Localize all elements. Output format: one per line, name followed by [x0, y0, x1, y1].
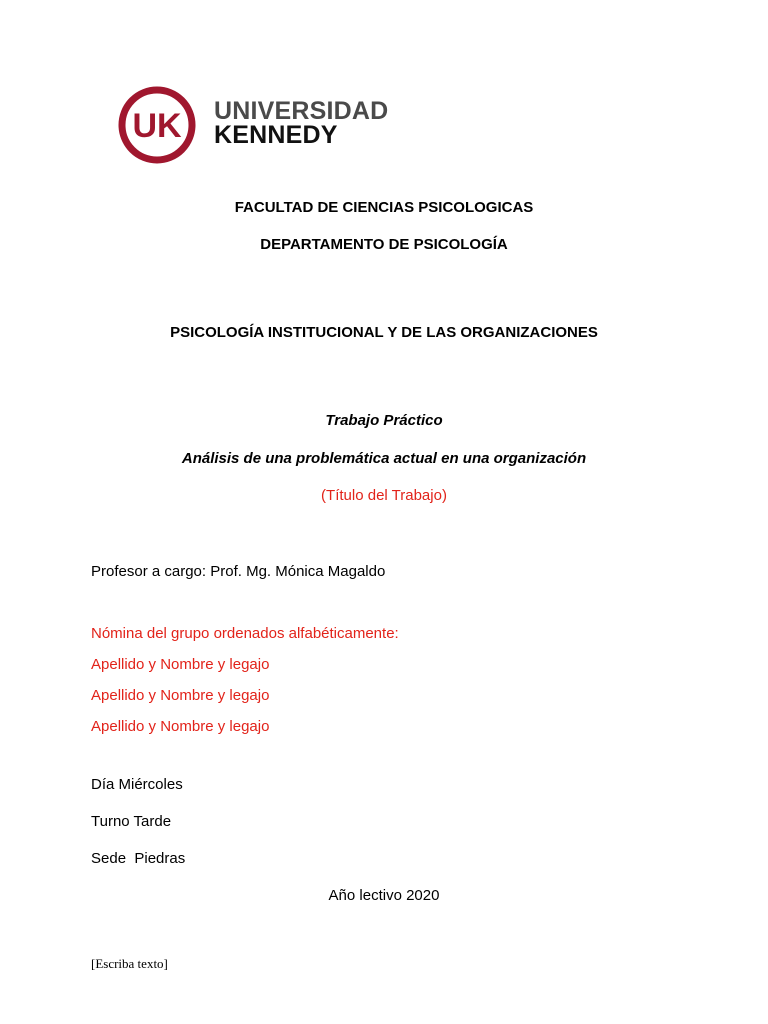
- work-topic: Análisis de una problemática actual en una organización: [181, 450, 587, 467]
- logo-text-line2: KENNEDY: [214, 121, 338, 149]
- uk-logo-icon: [118, 86, 196, 164]
- logo-text-line1: UNIVERSIDAD: [214, 97, 389, 125]
- logo-mark-text: UK: [132, 107, 182, 145]
- professor-line: Profesor a cargo: Prof. Mg. Mónica Magaldo: [91, 563, 386, 580]
- subject-title: PSICOLOGÍA INSTITUCIONAL Y DE LAS ORGANIZACIONES: [170, 324, 598, 341]
- schedule-shift: Turno Tarde: [91, 813, 172, 830]
- group-member: Apellido y Nombre y legajo: [91, 718, 270, 735]
- work-title-placeholder: (Título del Trabajo): [321, 487, 447, 504]
- faculty-heading: FACULTAD DE CIENCIAS PSICOLOGICAS: [234, 199, 534, 216]
- schedule-day: Día Miércoles: [91, 776, 183, 793]
- group-member: Apellido y Nombre y legajo: [91, 687, 270, 704]
- group-heading: Nómina del grupo ordenados alfabéticamente:: [91, 625, 399, 642]
- academic-year: Año lectivo 2020: [328, 887, 440, 904]
- department-heading: DEPARTAMENTO DE PSICOLOGÍA: [260, 236, 508, 253]
- group-member: Apellido y Nombre y legajo: [91, 656, 270, 673]
- footer-placeholder[interactable]: [Escriba texto]: [91, 956, 168, 971]
- work-type: Trabajo Práctico: [325, 412, 443, 429]
- university-logo: [118, 86, 388, 164]
- schedule-campus: Sede Piedras: [91, 850, 186, 867]
